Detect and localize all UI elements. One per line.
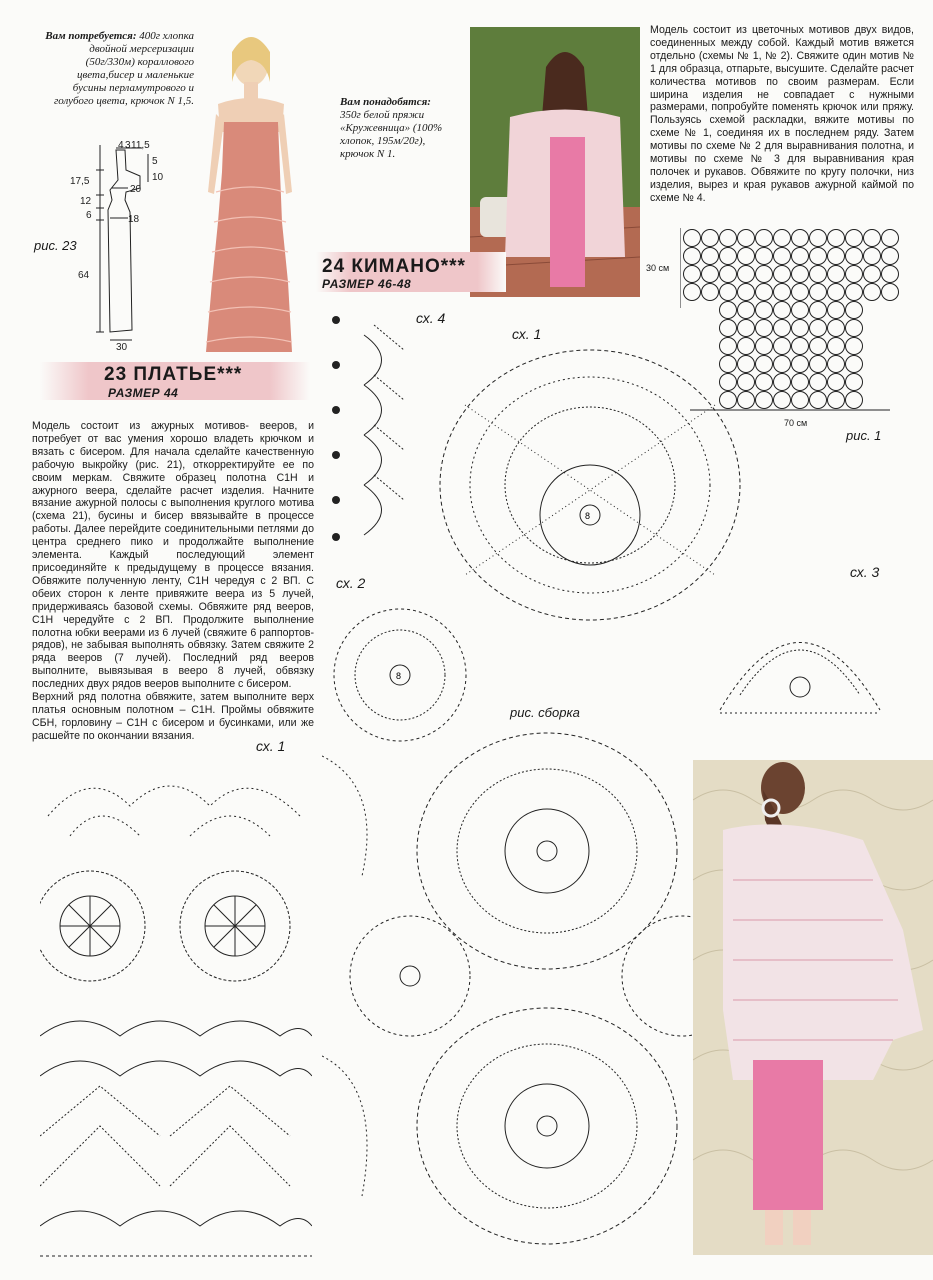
kimono-scheme1-label: сх. 1 <box>512 326 542 342</box>
layout-motif <box>684 266 701 283</box>
scheme1-center: 8 <box>585 511 591 521</box>
layout-motif <box>828 266 845 283</box>
layout-motif <box>792 356 809 373</box>
scheme2-center: 8 <box>396 671 402 681</box>
layout-motif <box>702 230 719 247</box>
kimono-materials <box>340 96 452 161</box>
dress-photo <box>196 22 300 362</box>
layout-motif <box>792 302 809 319</box>
dim-top-a: 4 <box>118 140 124 151</box>
layout-motif <box>828 302 845 319</box>
dress-heading <box>40 362 310 400</box>
layout-motif <box>774 302 791 319</box>
layout-motif <box>792 338 809 355</box>
dim-hem: 30 <box>116 342 128 350</box>
layout-motif <box>828 356 845 373</box>
layout-motif <box>846 392 863 409</box>
layout-motif <box>756 356 773 373</box>
dress-crochet-chart <box>40 756 312 1266</box>
layout-motif <box>828 230 845 247</box>
dim-right-a: 5 <box>152 156 158 167</box>
layout-motif <box>810 392 827 409</box>
layout-motif <box>720 302 737 319</box>
layout-motif <box>720 230 737 247</box>
layout-motif <box>864 230 881 247</box>
dress-title: ПЛАТЬЕ*** <box>133 364 243 385</box>
kimono-materials-lead: Вам понадобятся: <box>340 96 431 108</box>
layout-motif <box>756 230 773 247</box>
layout-motif <box>810 248 827 265</box>
layout-motif <box>774 356 791 373</box>
layout-motif <box>774 338 791 355</box>
dress-description-p1: Модель состоит из ажурных мотивов- вееров, и потребует от вас умения хорошо владеть крючком и вязать с бисером. Для начала сделайте качественную рабочую выкройку (рис. 21), откорректируйте ее по своим меркам. Свяжите образец полотна С1Н и ажурного веера, сделайте расчет изделия. Начните вязание ажурной полосы с выполнения круглого мотива (схема 21), бусины и бисер ввязывайте в процессе работы. Далее перейдите соединительными петлями до центра среднего пико и продолжайте выполнение элемента. Каждый последующий элемент присоединяйте к предыдущему в процессе вязания. Обвяжите полученную ленту, С1Н чередуя с 2 ВП. С обеих сторон к ленте привяжите веера из 5 лучей, придерживаясь базовой схемы. Обвяжите ряд вееров, С1Н чередуйте с 2 ВП. Продолжите выполнение полотна юбки веерами из 6 лучей (свяжите 6 раппортов-рядов), не забывая выполнять обвязку. Затем свяжите 2 ряда вееров (7 лучей). Последний ряд вееров выполните, вывязывая в вееро 8 лучей, обвязку последних двух рядов вееров выполните с бисером. <box>32 420 314 691</box>
layout-motif <box>684 230 701 247</box>
layout-motif <box>846 266 863 283</box>
layout-motif <box>846 338 863 355</box>
layout-motif <box>828 392 845 409</box>
layout-motif <box>792 266 809 283</box>
layout-motif <box>828 284 845 301</box>
layout-motif <box>720 266 737 283</box>
dress-description <box>32 420 314 743</box>
layout-motif <box>882 230 899 247</box>
layout-motif <box>738 284 755 301</box>
layout-motif <box>756 248 773 265</box>
dim-top-c: 11,5 <box>131 140 150 151</box>
layout-motif <box>774 392 791 409</box>
kimono-scheme4-label: сх. 4 <box>416 310 446 326</box>
layout-motif <box>756 284 773 301</box>
layout-motif <box>810 284 827 301</box>
layout-motif <box>756 374 773 391</box>
layout-motif <box>702 266 719 283</box>
layout-motif <box>738 320 755 337</box>
layout-motif <box>846 230 863 247</box>
layout-motif <box>882 284 899 301</box>
dim-right-b: 10 <box>152 172 164 183</box>
layout-motif <box>810 230 827 247</box>
layout-motif <box>828 248 845 265</box>
layout-motif <box>702 248 719 265</box>
dim-left-c: 6 <box>86 210 92 221</box>
layout-motif <box>828 338 845 355</box>
layout-motif <box>882 266 899 283</box>
layout-motif <box>810 302 827 319</box>
layout-motif <box>738 248 755 265</box>
layout-motif <box>810 320 827 337</box>
layout-motif <box>720 320 737 337</box>
layout-motif <box>846 302 863 319</box>
kimono-scheme2-label: сх. 2 <box>336 575 366 591</box>
layout-motif <box>846 248 863 265</box>
layout-motif <box>738 266 755 283</box>
layout-motif <box>738 230 755 247</box>
layout-motif <box>810 338 827 355</box>
kimono-number: 24 <box>322 256 346 277</box>
dress-materials-text: 400г хлопка двойной мерсеризации (50г/330м) кораллового цвета,бисер и маленькие бусины перламутрового и голубого цвета, крючок N 1,5. <box>53 30 194 107</box>
layout-motif <box>810 374 827 391</box>
layout-motif <box>846 320 863 337</box>
kimono-assembly-label: рис. сборка <box>510 705 580 720</box>
kimono-title: КИМАНО*** <box>351 256 466 277</box>
layout-motif <box>828 374 845 391</box>
layout-motif <box>774 320 791 337</box>
layout-motif <box>756 302 773 319</box>
dim-left-b: 12 <box>80 196 92 207</box>
kimono-scheme3-chart <box>710 585 890 730</box>
layout-motif <box>774 266 791 283</box>
layout-motif <box>792 230 809 247</box>
dim-waist: 18 <box>128 214 140 225</box>
kimono-layout-height: 30 см <box>646 263 670 273</box>
layout-motif <box>756 338 773 355</box>
layout-motif <box>774 248 791 265</box>
layout-motif <box>828 320 845 337</box>
kimono-scheme4-chart <box>324 305 414 545</box>
dress-scheme-label: сх. 1 <box>256 738 286 754</box>
layout-motif <box>864 284 881 301</box>
dim-top-b: 3 <box>125 140 131 151</box>
layout-motif <box>702 284 719 301</box>
dress-materials <box>44 30 194 108</box>
layout-motif <box>792 248 809 265</box>
layout-motif <box>864 266 881 283</box>
kimono-heading <box>316 252 506 292</box>
dress-pattern-label: рис. 23 <box>34 238 77 253</box>
kimono-scheme3-label: сх. 3 <box>850 564 880 580</box>
kimono-photo-back <box>693 760 933 1255</box>
layout-motif <box>792 392 809 409</box>
layout-motif <box>720 248 737 265</box>
layout-motif <box>756 392 773 409</box>
layout-motif <box>684 248 701 265</box>
dim-left-a: 17,5 <box>70 176 90 187</box>
layout-motif <box>738 302 755 319</box>
layout-motif <box>774 374 791 391</box>
dim-left-d: 64 <box>78 270 90 281</box>
kimono-layout-label: рис. 1 <box>846 428 882 443</box>
layout-motif <box>810 266 827 283</box>
kimono-assembly-chart <box>322 726 692 1272</box>
layout-motif <box>684 284 701 301</box>
layout-motif <box>792 374 809 391</box>
layout-motif <box>882 248 899 265</box>
dim-bust: 20 <box>130 184 142 195</box>
layout-motif <box>846 374 863 391</box>
layout-motif <box>774 230 791 247</box>
layout-motif <box>774 284 791 301</box>
layout-motif <box>864 248 881 265</box>
layout-motif <box>846 356 863 373</box>
layout-motif <box>792 284 809 301</box>
kimono-size: РАЗМЕР 46-48 <box>322 277 412 291</box>
kimono-description: Модель состоит из цветочных мотивов двух видов, соединенных между собой. Каждый мотив вяжется отдельно (схемы № 1, № 2). Свяжите один мотив № 1 для образца, отпарьте, высушите. Сделайте расчет количества мотивов по своим размерам. Если ширина изделия не совпадает с нужными размерами, попробуйте поменять крючок или пряжу. Пользуясь схемой раскладки, вяжите мотивы по схеме № 1, соединяя их в последнем ряду. Затем мотивы по схеме № 2 для выравнивания полотна, и мотивы по схеме № 3 для выравнивания края полочек и рукавов. Обвяжите по кругу полочки, низ изделия, вырез и края рукавов ажурной каймой по схеме № 4. <box>650 24 915 204</box>
dress-description-p2: Верхний ряд полотна обвяжите, затем выполните верх платья основным полотном – С1Н. Проймы обвяжите СБН, горловину – С1Н с бисером и бусинками, или же расшейте по окончании вязания. <box>32 691 314 742</box>
layout-motif <box>846 284 863 301</box>
dress-materials-lead: Вам потребуется: <box>45 30 137 42</box>
dress-number: 23 <box>104 364 128 385</box>
layout-motif <box>792 320 809 337</box>
layout-motif <box>720 284 737 301</box>
layout-motif <box>756 320 773 337</box>
kimono-materials-text: 350г белой пряжи «Кружевница» (100% хлопок, 195м/20г), крючок N 1. <box>340 109 443 160</box>
kimono-scheme1-chart <box>425 345 755 630</box>
layout-motif <box>756 266 773 283</box>
dress-size: РАЗМЕР 44 <box>108 386 179 400</box>
layout-motif <box>810 356 827 373</box>
kimono-layout-width: 70 см <box>784 418 808 428</box>
